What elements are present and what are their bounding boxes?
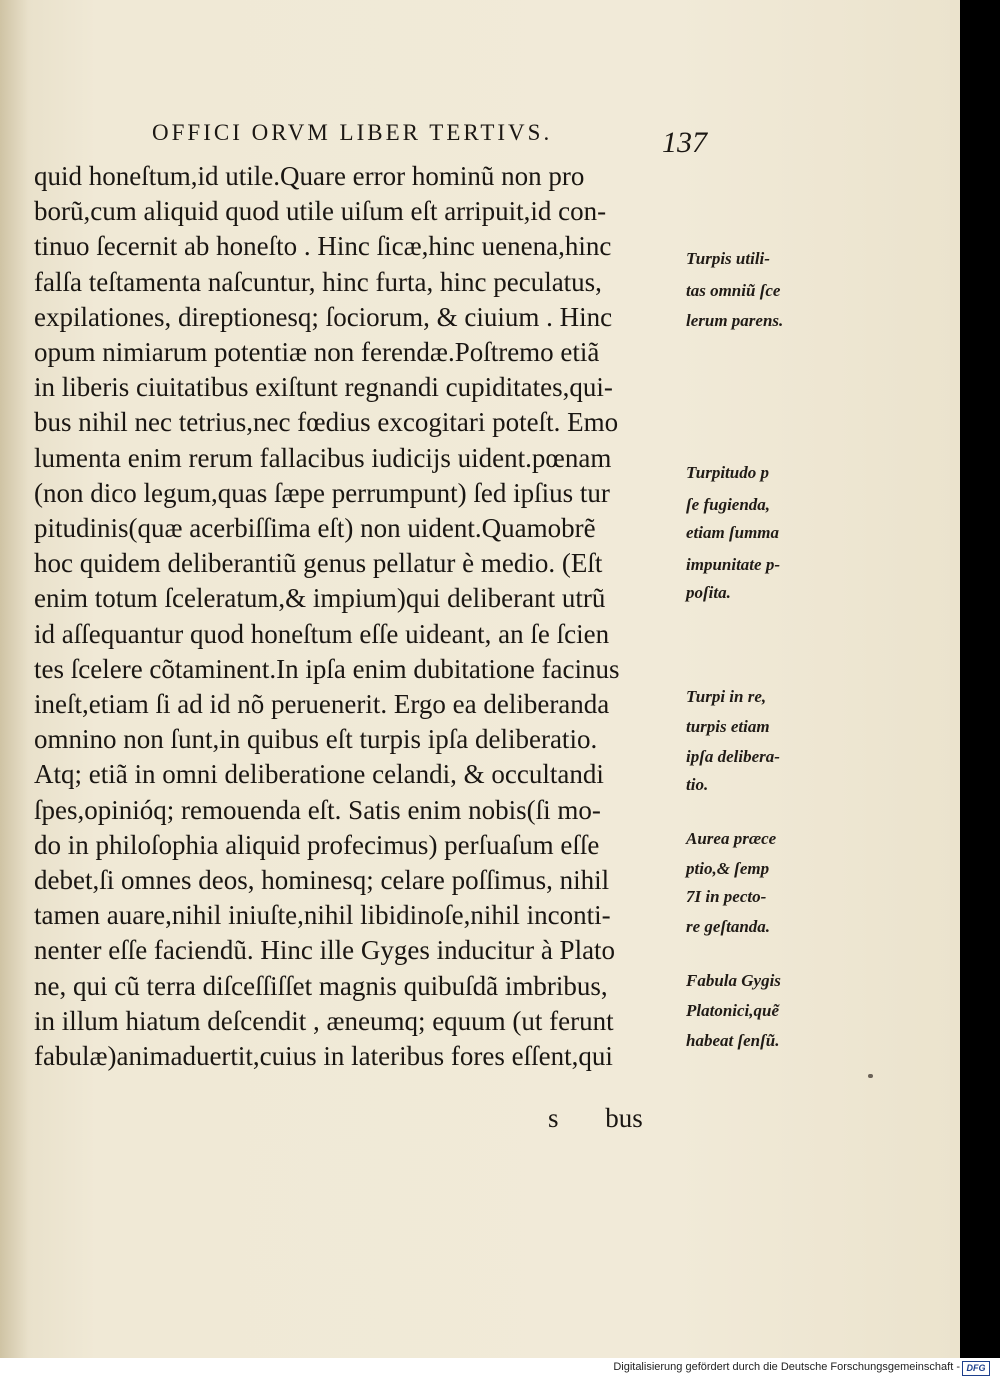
text-line: pitudinis(quæ acerbiſſima eſt) non uident.Quamobrẽ: [34, 513, 596, 543]
marginal-note: Platonici,quẽ: [686, 1001, 780, 1020]
text-line: omnino non ſunt,in quibus eſt turpis ipſa deliberatio.: [34, 724, 598, 754]
text-line: in liberis ciuitatibus exiſtunt regnandi cupiditates,qui-: [34, 372, 613, 402]
text-line: in illum hiatum deſcendit , æneumq; equum (ut ferunt: [34, 1006, 614, 1036]
marginal-note: Turpis utili-: [686, 249, 770, 268]
dfg-logo-icon: DFG: [962, 1361, 990, 1376]
running-title: OFFICI ORVM LIBER TERTIVS.: [152, 120, 553, 145]
text-line: expilationes, direptionesq; ſociorum, & ciuium . Hinc: [34, 302, 613, 332]
marginal-note: impunitate p-: [686, 555, 780, 574]
text-line: enim totum ſceleratum,& impium)qui deliberant utrũ: [34, 583, 606, 613]
text-line: tinuo ſecernit ab honeſto . Hinc ſicæ,hinc uenena,hinc: [34, 231, 612, 261]
marginal-note: turpis etiam: [686, 717, 770, 736]
marginal-note: poſita.: [686, 583, 731, 602]
marginal-note: ipſa delibera-: [686, 747, 780, 766]
marginal-note: tas omniũ ſce: [686, 281, 781, 300]
text-line: do in philoſophia aliquid profecimus) perſuaſum eſſe: [34, 830, 600, 860]
text-line: hoc quidem deliberantiũ genus pellatur è medio. (Eſt: [34, 548, 603, 578]
text-line: tamen auare,nihil iniuſte,nihil libidinoſe,nihil inconti-: [34, 900, 611, 930]
text-line: opum nimiarum potentiæ non ferendæ.Poſtremo etiã: [34, 337, 600, 367]
marginal-note: etiam ſumma: [686, 523, 780, 542]
marginal-note: ſe fugienda,: [686, 495, 771, 514]
text-line: fabulæ)animaduertit,cuius in lateribus fores eſſent,qui: [34, 1041, 613, 1071]
text-line: nenter eſſe faciendũ. Hinc ille Gyges inducitur à Plato: [34, 935, 616, 965]
text-line: ineſt,etiam ſi ad id nõ peruenerit. Ergo ea deliberanda: [34, 689, 610, 719]
text-line: bus nihil nec tetrius,nec fœdius excogitari poteſt. Emo: [34, 407, 619, 437]
text-line: ne, qui cũ terra diſceſſiſſet magnis quibuſdã imbribus,: [34, 971, 608, 1001]
marginal-note: Fabula Gygis: [686, 971, 781, 990]
marginal-note: re geſtanda.: [686, 917, 771, 936]
digitization-footer: [0, 1358, 1000, 1378]
marginal-note: habeat ſenſũ.: [686, 1031, 780, 1050]
text-line: borũ,cum aliquid quod utile uiſum eſt arripuit,id con-: [34, 196, 607, 226]
text-line: quid honeſtum,id utile.Quare error hominũ non pro: [34, 161, 585, 191]
text-line: id aſſequantur quod honeſtum eſſe uideant, an ſe ſcien: [34, 619, 610, 649]
marginal-note: Turpitudo p: [686, 463, 769, 482]
marginal-note: Turpi in re,: [686, 687, 767, 706]
funding-credit: Digitalisierung gefördert durch die Deutsche Forschungsgemeinschaft -: [613, 1361, 960, 1373]
marginal-note: ptio,& ſemp: [686, 859, 770, 878]
signature-mark: s: [548, 1103, 559, 1133]
text-line: tes ſcelere cõtaminent.In ipſa enim dubitatione facinus: [34, 654, 620, 684]
catchword: bus: [605, 1103, 643, 1133]
text-line: Atq; etiã in omni deliberatione celandi, & occultandi: [34, 759, 604, 789]
paper-speck: [868, 1074, 873, 1078]
folio-number: 137: [662, 126, 707, 159]
catchword-line: [548, 1098, 643, 1138]
marginal-note: tio.: [686, 775, 709, 794]
text-line: ſpes,opinióq; remouenda eſt. Satis enim nobis(ſi mo-: [34, 795, 601, 825]
marginal-note: 7I in pecto-: [686, 887, 767, 906]
text-line: falſa teſtamenta naſcuntur, hinc furta, hinc peculatus,: [34, 267, 602, 297]
marginal-note: lerum parens.: [686, 311, 784, 330]
text-line: (non dico legum,quas ſæpe perrumpunt) ſed ipſius tur: [34, 478, 610, 508]
marginal-note: Aurea præce: [686, 829, 777, 848]
text-line: debet,ſi omnes deos, hominesq; celare poſſimus, nihil: [34, 865, 610, 895]
text-line: lumenta enim rerum fallacibus iudicijs uident.pœnam: [34, 443, 612, 473]
running-head: [152, 112, 712, 159]
